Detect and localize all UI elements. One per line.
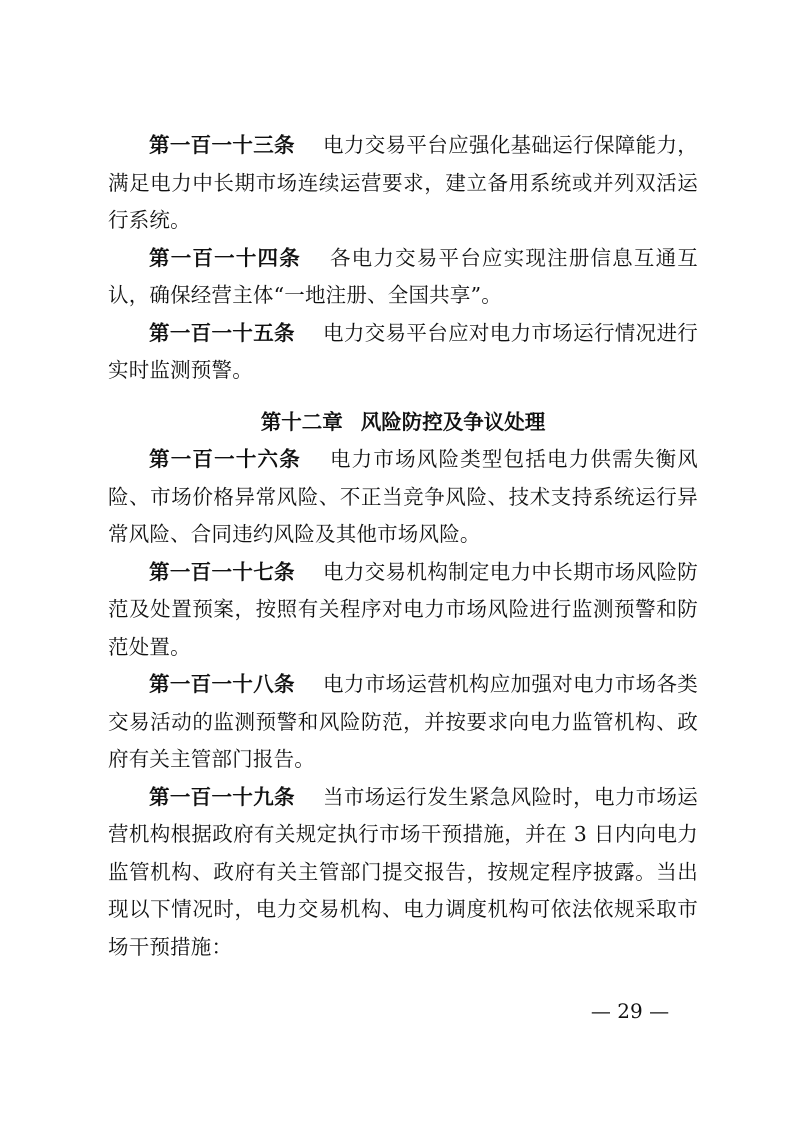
article-text: 电力市场风险类型包括电力供需失衡风险、市场价格异常风险、不正当竞争风险、技术支持系统运行异常风险、合同违约风险及其他市场风险。 (108, 447, 699, 546)
article-number: 第一百一十八条 (149, 672, 295, 696)
article-113 (108, 127, 698, 240)
article-text: 电力交易平台应强化基础运行保障能力，满足电力中长期市场连续运营要求，建立备用系统或并列双活运行系统。 (108, 133, 698, 232)
article-115 (108, 315, 698, 390)
article-text: 电力市场运营机构应加强对电力市场各类交易活动的监测预警和风险防范，并按要求向电力监管机构、政府有关主管部门报告。 (108, 672, 698, 771)
article-text: 各电力交易平台应实现注册信息互通互认，确保经营主体“一地注册、全国共享”。 (108, 245, 699, 307)
article-116 (108, 441, 698, 554)
article-114 (108, 240, 698, 315)
article-text: 电力交易机构制定电力中长期市场风险防范及处置预案，按照有关程序对电力市场风险进行监测预警和防范处置。 (108, 559, 698, 659)
page-number: — 29 — (590, 999, 670, 1023)
chapter-number: 第十二章 (260, 409, 343, 434)
article-118 (108, 666, 698, 779)
article-number: 第一百一十三条 (149, 133, 295, 157)
chapter-title: 风险防控及争议处理 (360, 409, 546, 434)
article-number: 第一百一十九条 (149, 784, 295, 809)
article-117 (108, 554, 698, 667)
article-number: 第一百一十五条 (149, 320, 295, 345)
article-text: 当市场运行发生紧急风险时，电力市场运营机构根据政府有关规定执行市场干预措施，并在 3 日内向电力监管机构、政府有关主管部门提交报告，按规定程序披露。当出现以下情况时，电力交易机构、电力调度机构可依法依规采取市场干预措施： (108, 784, 698, 959)
article-number: 第一百一十六条 (149, 447, 301, 471)
article-text: 电力交易平台应对电力市场运行情况进行实时监测预警。 (108, 320, 698, 382)
article-number: 第一百一十七条 (149, 559, 295, 584)
article-number: 第一百一十四条 (149, 245, 301, 270)
article-119 (108, 779, 698, 967)
body-text (108, 127, 698, 966)
chapter-heading (108, 404, 698, 442)
